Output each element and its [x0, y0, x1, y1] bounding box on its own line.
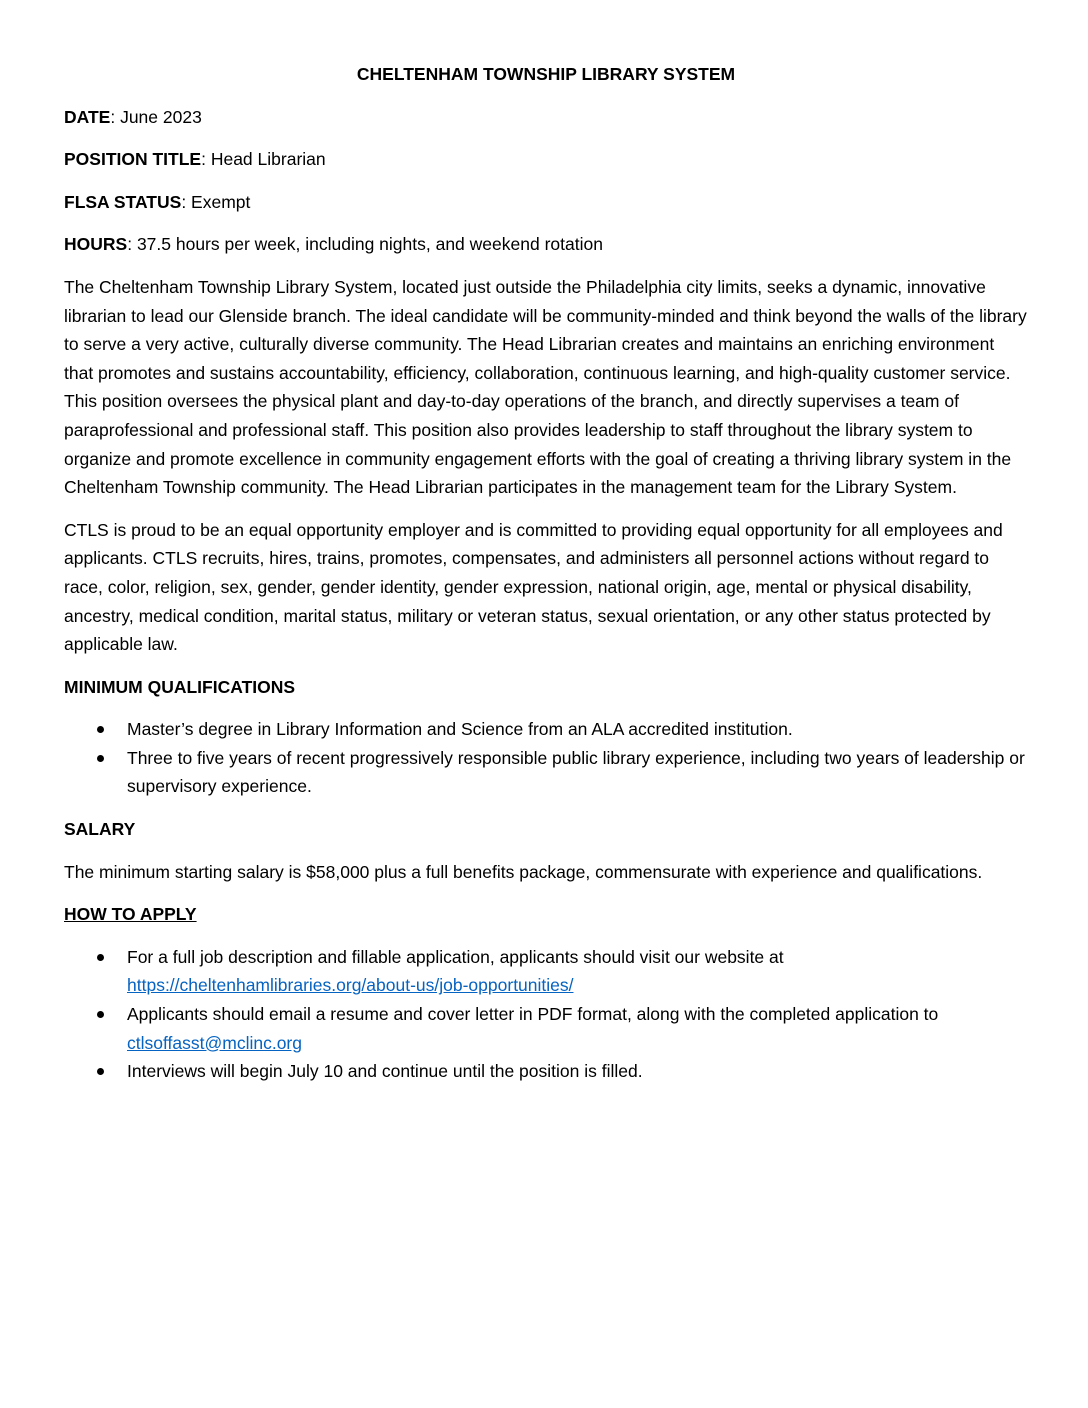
document-title: CHELTENHAM TOWNSHIP LIBRARY SYSTEM — [356, 64, 736, 84]
list-item — [64, 744, 1028, 801]
list-item — [64, 1057, 1028, 1086]
salary-heading: SALARY — [64, 819, 136, 840]
list-item — [64, 1000, 1028, 1057]
email-link[interactable]: ctlsoffasst@mclinc.org — [127, 1032, 302, 1053]
bullet-icon — [97, 1068, 104, 1075]
list-item — [64, 943, 1028, 1000]
flsa-status-label: FLSA STATUS — [64, 191, 182, 212]
position-title-value: Head Librarian — [210, 149, 326, 170]
qualification-text: Three to five years of recent progressively responsible public library experience, including two years of leadership or supervisory experience. — [127, 747, 1025, 797]
hours-field: HOURS: 37.5 hours per week, including nights, and weekend rotation — [64, 234, 603, 255]
list-item — [64, 715, 1028, 744]
eeo-paragraph: CTLS is proud to be an equal opportunity employer and is committed to providing equal opportunity for all employees and applicants. CTLS recruits, hires, trains, promotes, compensates, and administers all personnel actions without regard to race, color, religion, sex, gender, gender identity, gender expression, national origin, age, mental or physical disability, ancestry, medical condition, marital status, military or veteran status, sexual orientation, or any other status protected by applicable law. — [64, 519, 1003, 655]
intro-paragraph: The Cheltenham Township Library System, located just outside the Philadelphia city limits, seeks a dynamic, innovative librarian to lead our Glenside branch. The ideal candidate will be community-minded and think beyond the walls of the library to serve a very active, culturally diverse community. The Head Librarian creates and maintains an enriching environment that promotes and sustains accountability, efficiency, collaboration, continuous learning, and high-quality customer service. This position oversees the physical plant and day-to-day operations of the branch, and directly supervises a team of paraprofessional and professional staff. This position also provides leadership to staff throughout the library system to organize and promote excellence in community engagement efforts with the goal of creating a thriving library system in the Cheltenham Township community. The Head Librarian participates in the management team for the Library System. — [64, 276, 1027, 498]
salary-text: The minimum starting salary is $58,000 plus a full benefits package, commensurate with experience and qualifications. — [64, 861, 983, 882]
date-field: DATE: June 2023 — [64, 106, 202, 127]
apply-item-text: Interviews will begin July 10 and continue until the position is filled. — [127, 1061, 643, 1082]
how-to-apply-heading: HOW TO APPLY — [64, 904, 197, 925]
bullet-icon — [97, 755, 104, 762]
qualifications-list — [64, 715, 1028, 801]
qualifications-heading: MINIMUM QUALIFICATIONS — [64, 676, 296, 697]
flsa-status-field: FLSA STATUS: Exempt — [64, 191, 251, 212]
apply-item-text: For a full job description and fillable application, applicants should visit our website at — [127, 946, 784, 967]
hours-value: 37.5 hours per week, including nights, and weekend rotation — [136, 234, 603, 255]
hours-label: HOURS — [64, 234, 128, 255]
date-value: June 2023 — [120, 106, 202, 127]
apply-item-text: Applicants should email a resume and cover letter in PDF format, along with the completed application to — [127, 1004, 939, 1025]
document-page — [64, 60, 1028, 1100]
flsa-status-value: Exempt — [191, 191, 251, 212]
bullet-icon — [97, 1011, 104, 1018]
apply-list — [64, 943, 1028, 1086]
bullet-icon — [97, 726, 104, 733]
position-title-label: POSITION TITLE — [64, 149, 202, 170]
website-link[interactable]: https://cheltenhamlibraries.org/about-us/job-opportunities/ — [127, 975, 574, 996]
bullet-icon — [97, 954, 104, 961]
date-label: DATE — [64, 106, 111, 127]
qualification-text: Master’s degree in Library Information and Science from an ALA accredited institution. — [127, 719, 793, 740]
position-title-field: POSITION TITLE: Head Librarian — [64, 149, 326, 170]
